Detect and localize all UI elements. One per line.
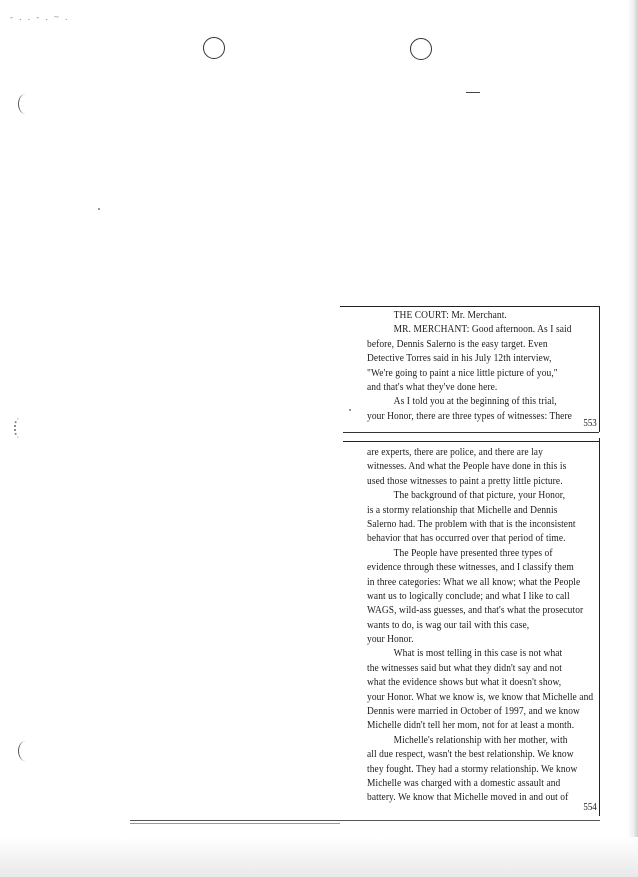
punch-hole-right [410, 38, 432, 60]
page-number: 554 [583, 802, 597, 813]
transcript-line: used those witnesses to paint a pretty little picture. [367, 474, 563, 487]
transcript-line: and that's what they've done here. [367, 380, 498, 393]
transcript-line: your Honor. [367, 633, 414, 646]
transcript-line: "We're going to paint a nice little picture of you," [367, 366, 558, 379]
footer-rule [130, 823, 340, 824]
transcript-line: Michelle's relationship with her mother, with [393, 733, 568, 746]
page-bottom-shadow [0, 837, 638, 877]
pen-mark [466, 92, 480, 93]
transcript-line: all due respect, wasn't the best relationship. We know [367, 748, 574, 761]
transcript-line: your Honor, there are three types of witnesses: There [367, 409, 572, 422]
transcript-page-553 [340, 306, 600, 432]
transcript-line: they fought. They had a stormy relationship. We know [367, 762, 578, 775]
punch-hole-left [203, 37, 225, 59]
transcript-lines [367, 308, 599, 423]
scan-speck-marks: - . . - . ~ . [10, 12, 70, 22]
binder-mark-middle [14, 418, 28, 438]
transcript-line: behavior that has occurred over that period of time. [367, 532, 566, 545]
transcript-line: evidence through these witnesses, and I classify them [367, 561, 574, 574]
transcript-line: your Honor. What we know is, we know that Michelle and [367, 690, 594, 703]
transcript-line: THE COURT: Mr. Merchant. [393, 309, 507, 321]
transcript-line: As I told you at the beginning of this trial, [393, 395, 557, 408]
transcript-line: before, Dennis Salerno is the easy target. Even [367, 337, 548, 350]
transcript-line: Dennis were married in October of 1997, and we know [367, 705, 580, 718]
binder-mark-bottom [18, 741, 33, 761]
transcript-line: Detective Torres said in his July 12th interview, [367, 352, 552, 365]
transcript-line: want us to logically conclude; and what I like to call [367, 589, 570, 602]
transcript-line: The background of that picture, your Honor, [393, 489, 566, 502]
binder-mark-top [18, 94, 33, 114]
transcript-line: Michelle was charged with a domestic assault and [367, 776, 561, 789]
transcript-line: in three categories: What we all know; what the People [367, 575, 581, 588]
transcript-line: Salerno had. The problem with that is the inconsistent [367, 517, 576, 530]
scan-dot [98, 208, 100, 210]
transcript-line: the witnesses said but what they didn't say and not [367, 661, 563, 674]
footer-rule [130, 820, 600, 821]
transcript-lines [367, 445, 599, 805]
transcript-page-554 [340, 438, 600, 816]
page-edge-shadow [628, 0, 638, 877]
transcript-line: What is most telling in this case is not what [393, 647, 563, 660]
transcript-line: is a stormy relationship that Michelle and Dennis [367, 503, 558, 516]
transcript-line: The People have presented three types of [393, 546, 553, 559]
page-number: 553 [583, 418, 597, 429]
transcript-line: battery. We know that Michelle moved in and out of [367, 791, 569, 804]
transcript-line: MR. MERCHANT: Good afternoon. As I said [393, 323, 572, 336]
page-top-rule [340, 306, 599, 307]
transcript-line: are experts, there are police, and there are lay [367, 446, 543, 458]
transcript-line: Michelle didn't tell her mom, not for at least a month. [367, 719, 575, 732]
page-divider-rule [343, 432, 599, 433]
transcript-line: wants to do, is wag our tail with this case, [367, 618, 530, 631]
transcript-line: witnesses. And what the People have done in this is [367, 460, 567, 473]
transcript-line: what the evidence shows but what it doesn't show, [367, 676, 562, 689]
transcript-line: WAGS, wild-ass guesses, and that's what the prosecutor [367, 604, 584, 617]
